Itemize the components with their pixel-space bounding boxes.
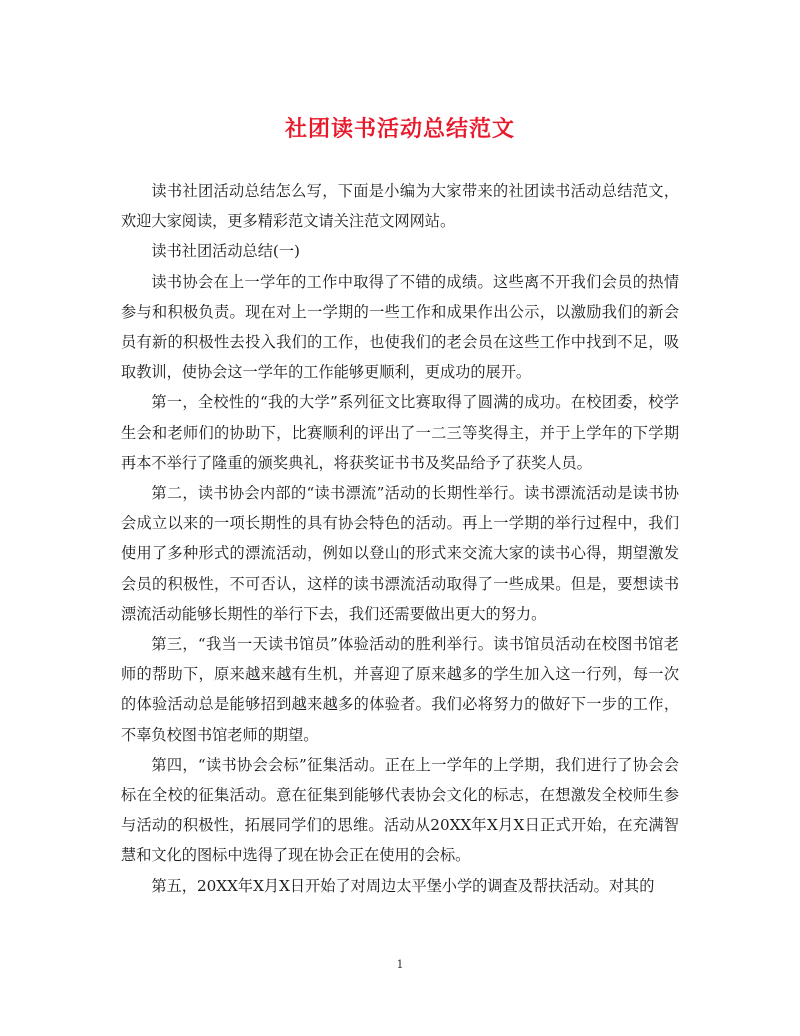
paragraph: 第五，20XX年X月X日开始了对周边太平堡小学的调查及帮扶活动。对其的 bbox=[151, 876, 655, 895]
paragraph-heading: 读书社团活动总结(一) bbox=[151, 242, 300, 261]
paragraph: 读书协会在上一学年的工作中取得了不错的成绩。这些离不开我们会员的热情参与和积极负责。现在对上一学期的一些工作和成果作出公示，以激励我们的新会员有新的积极性去投入我们的工作，也使我们的老会员在这些工作中找到不足，吸取教训，使协会这一学年的工作能够更顺利，更成功的展开。 bbox=[121, 272, 679, 382]
paragraph-intro: 读书社团活动总结怎么写，下面是小编为大家带来的社团读书活动总结范文，欢迎大家阅读，更多精彩范文请关注范文网网站。 bbox=[121, 182, 679, 231]
paragraph: 第三，“我当一天读书馆员”体验活动的胜利举行。读书馆员活动在校图书馆老师的帮助下，原来越来越有生机，并喜迎了原来越多的学生加入这一行列，每一次的体验活动总是能够招到越来越多的体验者。我们必将努力的做好下一步的工作，不辜负校图书馆老师的期望。 bbox=[121, 635, 679, 744]
paragraph: 第二，读书协会内部的“读书漂流”活动的长期性举行。读书漂流活动是读书协会成立以来的一项长期性的具有协会特色的活动。再上一学期的举行过程中，我们使用了多种形式的漂流活动，例如以登山的形式来交流大家的读书心得，期望激发会员的积极性，不可否认，这样的读书漂流活动取得了一些成果。但是，要想读书漂流活动能够长期性的举行下去，我们还需要做出更大的努力。 bbox=[121, 484, 679, 623]
paragraph: 第一，全校性的“我的大学”系列征文比赛取得了圆满的成功。在校团委，校学生会和老师们的协助下，比赛顺利的评出了一二三等奖得主，并于上学年的下学期再本不举行了隆重的颁奖典礼，将获奖证书书及奖品给予了获奖人员。 bbox=[121, 393, 679, 472]
document-body bbox=[121, 176, 679, 901]
paragraph: 第四，“读书协会会标”征集活动。正在上一学年的上学期，我们进行了协会会标在全校的征集活动。意在征集到能够代表协会文化的标志，在想激发全校师生参与活动的积极性，拓展同学们的思维。活动从20XX年X月X日正式开始，在充满智慧和文化的图标中选得了现在协会正在使用的会标。 bbox=[121, 755, 679, 865]
document-title: 社团读书活动总结范文 bbox=[284, 116, 515, 142]
page-number: 1 bbox=[396, 958, 404, 971]
